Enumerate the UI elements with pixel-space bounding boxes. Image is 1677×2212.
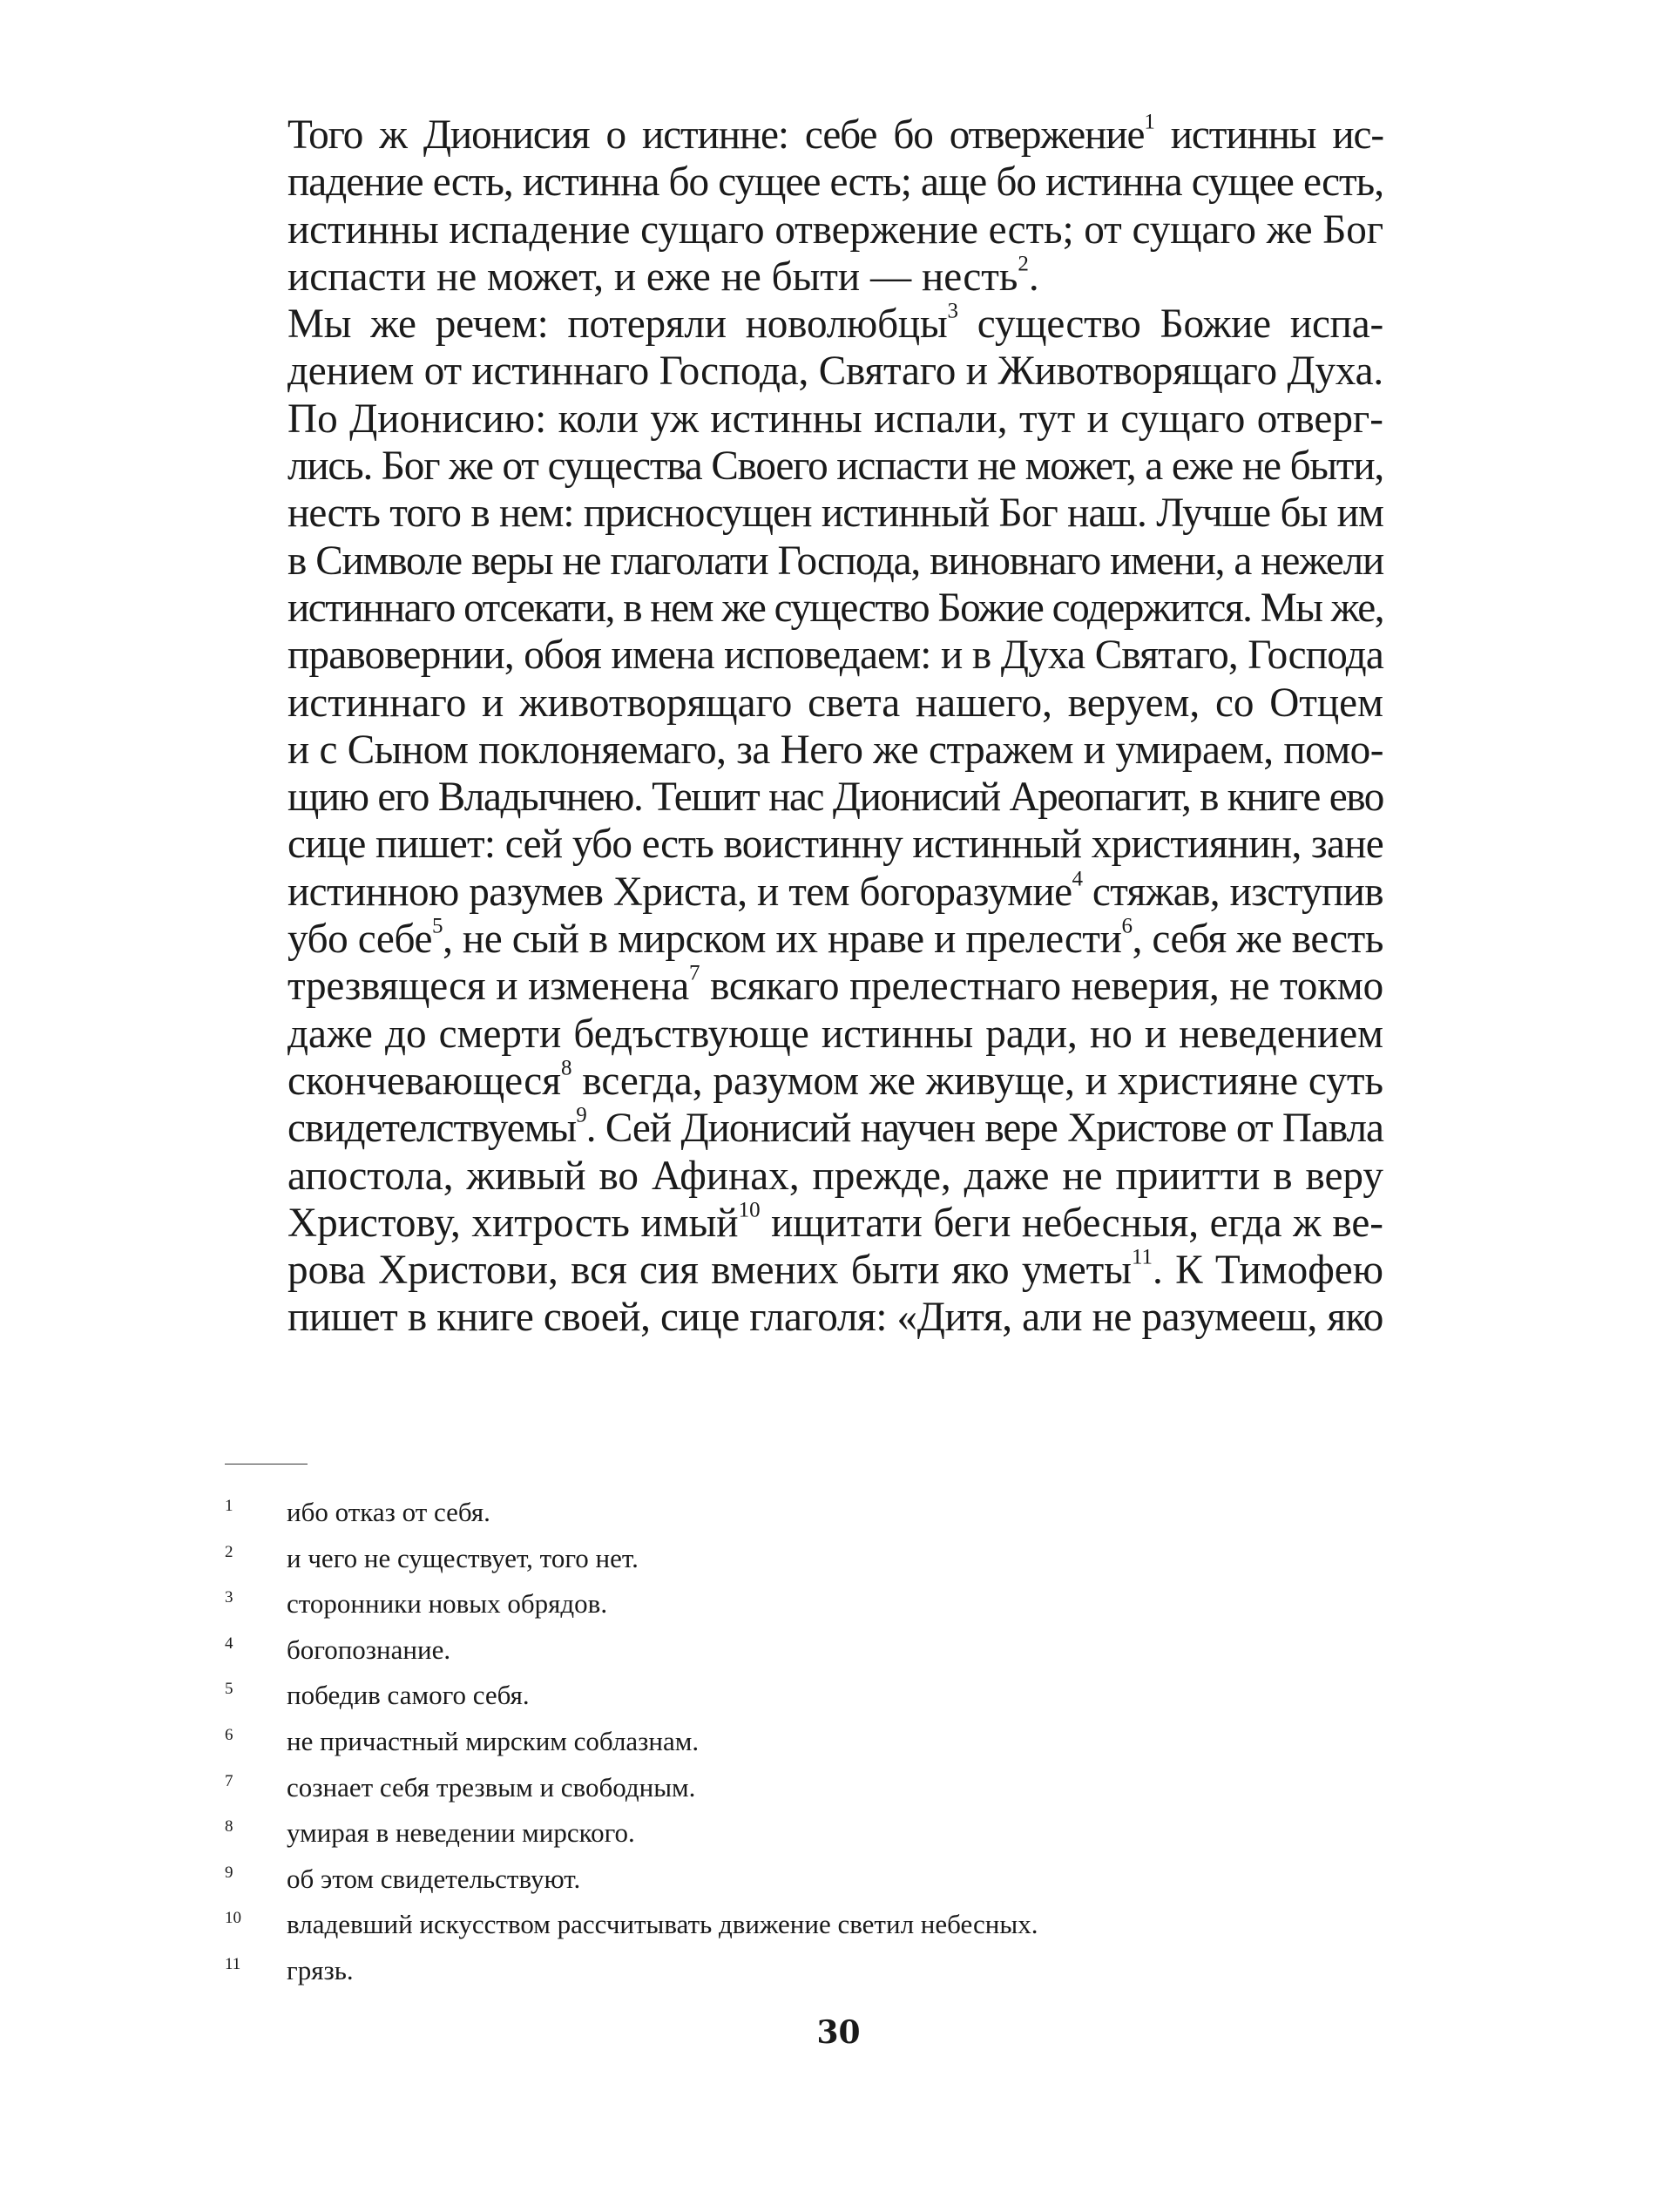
text-run: Того ж Дионисия о истинне: себе бо отвержение — [287, 112, 1145, 158]
text-line — [225, 206, 1383, 254]
text-line — [225, 632, 1383, 679]
footnote-separator — [225, 1464, 308, 1465]
text-run: несть того в нем: присносущен истинный Бог наш. Лучше бы им — [287, 490, 1383, 537]
footnote-text: и чего не существует, того нет. — [287, 1542, 639, 1573]
text-line — [225, 443, 1383, 490]
text-run: , не сый в мирском их нраве и прелести — [443, 917, 1122, 963]
footnote-item — [225, 1719, 1383, 1765]
footnote-reference: 1 — [1144, 110, 1154, 134]
text-run: . — [1028, 254, 1039, 300]
text-line — [225, 821, 1383, 868]
text-line — [225, 348, 1383, 395]
text-run: истинны ис- — [1153, 112, 1383, 158]
text-run: стяжав, изступив — [1082, 869, 1383, 915]
text-run: . Сей Дионисий научен вере Христове от Павла — [585, 1106, 1383, 1152]
footnote-text: сознает себя трезвым и свободным. — [287, 1771, 696, 1803]
main-text — [225, 112, 1383, 1342]
text-line — [225, 301, 1383, 348]
paragraph — [225, 112, 1383, 301]
text-run: истинны испадение сущаго отвержение есть; от сущаго же Бог — [287, 206, 1383, 253]
footnote-reference: 4 — [1072, 867, 1083, 891]
text-line — [225, 585, 1383, 632]
footnote-text: победив самого себя. — [287, 1680, 530, 1711]
text-run: истинною разумев Христа, и тем богоразумие — [287, 869, 1072, 915]
text-run: ищитати беги небесныя, егда ж ве- — [760, 1200, 1384, 1246]
text-line — [225, 916, 1383, 963]
text-line — [225, 1011, 1383, 1058]
footnote-text: владевший искусством рассчитывать движение светил небесных. — [287, 1909, 1038, 1940]
text-run: , себя же весть — [1132, 917, 1384, 963]
footnote-reference: 3 — [947, 299, 958, 323]
footnote-number: 10 — [225, 1909, 241, 1928]
text-line — [225, 254, 1383, 301]
text-line — [225, 538, 1383, 585]
footnote-text: ибо отказ от себя. — [287, 1497, 490, 1527]
text-run: сице пишет: сей убо есть воистинну истинный християнин, зане — [287, 822, 1383, 868]
text-run: существо Божие испа- — [957, 301, 1383, 348]
text-run: щию его Владычнею. Тешит нас Дионисий Ареопагит, в книге ево — [287, 775, 1383, 821]
footnote-reference: 5 — [432, 914, 443, 938]
text-run: . К Тимофею — [1153, 1248, 1383, 1294]
text-line — [225, 1105, 1383, 1152]
footnote-text: не причастный мирским соблазнам. — [287, 1725, 700, 1756]
text-line — [225, 490, 1383, 537]
footnote-text: сторонники новых обрядов. — [287, 1588, 608, 1620]
text-run: Христову, хитрость имый — [287, 1200, 739, 1246]
footnote-number: 4 — [225, 1634, 233, 1653]
footnote-item — [225, 1857, 1383, 1903]
footnote-reference: 10 — [738, 1198, 761, 1222]
footnote-item — [225, 1948, 1383, 1994]
text-run: в Символе веры не глаголати Господа, виновнаго имени, а нежели — [287, 538, 1383, 584]
footnote-item — [225, 1627, 1383, 1674]
text-run: рова Христови, вся сия вмених быти яко уметы — [287, 1248, 1132, 1294]
footnote-item — [225, 1902, 1383, 1948]
footnote-number: 6 — [225, 1725, 233, 1744]
text-run: трезвящеся и изменена — [287, 964, 689, 1010]
footnote-number: 1 — [225, 1497, 233, 1515]
footnote-text: богопознание. — [287, 1634, 451, 1665]
footnote-text: об этом свидетельствуют. — [287, 1863, 581, 1894]
text-line — [225, 112, 1383, 159]
text-run: лись. Бог же от существа Своего испасти не может, а еже не быти, — [287, 443, 1383, 490]
footnote-number: 3 — [225, 1588, 233, 1607]
text-line — [225, 1294, 1383, 1341]
text-run: Мы же речем: потеряли новолюбцы — [287, 301, 948, 348]
footnote-text: умирая в неведении мирского. — [287, 1817, 635, 1849]
footnote-item — [225, 1536, 1383, 1582]
text-run: даже до смерти бедъствующе истинны ради, но и неведением — [287, 1011, 1383, 1057]
footnote-item — [225, 1581, 1383, 1627]
footnote-number: 2 — [225, 1542, 233, 1561]
text-run: падение есть, истинна бо сущее есть; аще бо истинна сущее есть, — [287, 159, 1383, 206]
text-run: всякаго прелестнаго неверия, не токмо — [700, 964, 1383, 1010]
text-line — [225, 774, 1383, 821]
text-run: пишет в книге своей, сице глаголя: «Дитя, али не разумееш, яко — [287, 1295, 1383, 1341]
text-line — [225, 396, 1383, 443]
footnote-reference: 2 — [1018, 252, 1029, 276]
text-run: скончевающеся — [287, 1058, 561, 1104]
text-line — [225, 1153, 1383, 1200]
paragraph — [225, 301, 1383, 1342]
text-run: апостола, живый во Афинах, прежде, даже не приитти в веру — [287, 1153, 1383, 1199]
text-run: убо себе — [287, 917, 432, 963]
text-run: свидетелствуемы — [287, 1106, 577, 1152]
footnote-reference: 6 — [1121, 914, 1133, 938]
text-run: и с Сыном поклоняемаго, за Него же стражем и умираем, помо- — [287, 727, 1383, 773]
footnote-item — [225, 1810, 1383, 1857]
footnote-number: 5 — [225, 1680, 233, 1699]
footnote-reference: 7 — [688, 961, 700, 985]
footnotes — [225, 1490, 1383, 1994]
text-run: всегда, разумом же живуще, и християне суть — [571, 1058, 1383, 1104]
text-line — [225, 963, 1383, 1010]
text-run: истиннаго и животворящаго света нашего, веруем, со Отцем — [287, 680, 1383, 726]
footnote-reference: 11 — [1131, 1245, 1153, 1269]
text-run: дением от истиннаго Господа, Святаго и Животворящаго Духа. — [287, 348, 1383, 395]
footnote-number: 7 — [225, 1771, 233, 1790]
footnote-reference: 9 — [576, 1103, 586, 1127]
text-line — [225, 1247, 1383, 1294]
text-run: истиннаго отсекати, в нем же существо Божие содержится. Мы же, — [287, 585, 1383, 631]
footnote-item — [225, 1490, 1383, 1536]
text-run: По Дионисию: коли уж истинны испали, тут и сущаго отверг- — [287, 396, 1383, 442]
text-line — [225, 1200, 1383, 1247]
footnote-number: 11 — [225, 1954, 241, 1973]
footnote-item — [225, 1765, 1383, 1811]
text-line — [225, 159, 1383, 206]
footnote-text: грязь. — [287, 1954, 354, 1985]
footnote-reference: 8 — [560, 1056, 572, 1080]
page-number: 30 — [816, 2014, 861, 2051]
footnote-number: 8 — [225, 1817, 233, 1837]
text-run: испасти не может, и еже не быти — несть — [287, 254, 1018, 300]
text-line — [225, 680, 1383, 727]
text-run: правовернии, обоя имена исповедаем: и в Духа Святаго, Господа — [287, 632, 1383, 679]
text-line — [225, 869, 1383, 916]
footnote-item — [225, 1673, 1383, 1719]
text-line — [225, 727, 1383, 774]
text-line — [225, 1058, 1383, 1105]
footnote-number: 9 — [225, 1863, 233, 1882]
